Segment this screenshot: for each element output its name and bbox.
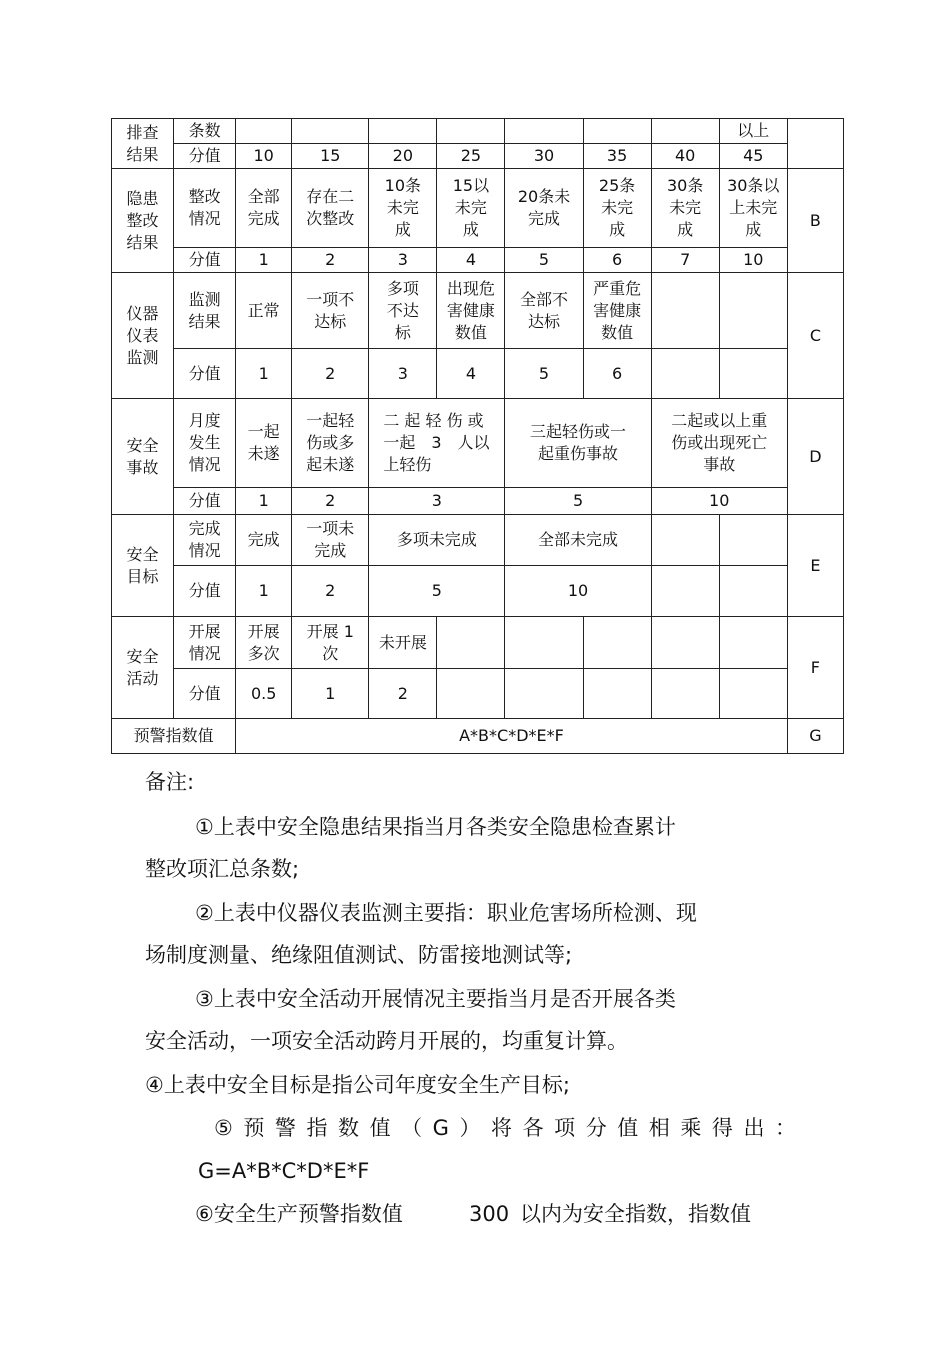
score-cell: 2	[292, 248, 369, 273]
factor-letter: D	[787, 399, 843, 515]
score-cell: 5	[505, 248, 583, 273]
score-cell: 1	[292, 669, 369, 719]
sub-label: 开展 情况	[174, 617, 236, 669]
cell-score-label: 分值	[174, 669, 236, 719]
row-label-rectification: 隐患 整改 结果	[112, 169, 174, 273]
cell-score-label: 分值	[174, 349, 236, 399]
note-3-line-1: ③上表中安全活动开展情况主要指当月是否开展各类	[195, 987, 676, 1011]
row-label-activity: 安全 活动	[112, 617, 174, 719]
factor-letter: E	[787, 515, 843, 617]
remarks-heading: 备注:	[145, 770, 195, 794]
score-cell: 10	[719, 248, 787, 273]
note-2-line-1: ②上表中仪器仪表监测主要指：职业危害场所检测、现	[195, 901, 697, 925]
score-cell: 5	[505, 349, 583, 399]
note-1-line-2: 整改项汇总条数;	[145, 857, 300, 881]
factor-letter: B	[787, 169, 843, 273]
warning-index-formula: A*B*C*D*E*F	[236, 719, 788, 754]
factor-letter: G	[787, 719, 843, 754]
score-cell: 10	[651, 488, 787, 515]
score-cell: 1	[236, 488, 292, 515]
level-cell: 一起 未遂	[236, 399, 292, 488]
row-label-accident: 安全 事故	[112, 399, 174, 515]
cell-count-label: 条数	[174, 119, 236, 144]
score-cell: 2	[292, 488, 369, 515]
score-cell: 5	[369, 566, 505, 617]
note-6-part-2: 以内为安全指数，指数值	[520, 1202, 751, 1226]
score-cell: 30	[505, 144, 583, 169]
factor-letter: F	[787, 617, 843, 719]
score-cell: 1	[236, 349, 292, 399]
warning-index-table	[111, 118, 844, 754]
sub-label: 完成 情况	[174, 515, 236, 566]
level-cell: 一起轻 伤或多 起未遂	[292, 399, 369, 488]
score-cell: 5	[505, 488, 651, 515]
level-cell: 开展 多次	[236, 617, 292, 669]
score-cell: 6	[583, 248, 651, 273]
cell-score-label: 分值	[174, 488, 236, 515]
note-5-line-1: ⑤预警指数值（G）将各项分值相乘得出：	[214, 1116, 796, 1140]
score-cell: 2	[292, 566, 369, 617]
note-6-part-1: ⑥安全生产预警指数值	[195, 1202, 403, 1226]
level-cell: 一项未 完成	[292, 515, 369, 566]
score-cell: 25	[437, 144, 505, 169]
level-cell: 15以 未完 成	[437, 169, 505, 248]
score-cell: 3	[369, 488, 505, 515]
score-cell: 15	[292, 144, 369, 169]
note-6-number: 300	[469, 1202, 510, 1226]
score-cell: 7	[651, 248, 719, 273]
level-cell: 严重危 害健康 数值	[583, 273, 651, 349]
cell-score-label: 分值	[174, 566, 236, 617]
factor-letter: C	[787, 273, 843, 399]
level-cell: 多项未完成	[369, 515, 505, 566]
sub-label: 月度 发生 情况	[174, 399, 236, 488]
score-cell: 1	[236, 248, 292, 273]
level-cell: 全部未完成	[505, 515, 651, 566]
row-label-target: 安全 目标	[112, 515, 174, 617]
score-cell: 4	[437, 349, 505, 399]
level-cell: 二起或以上重 伤或出现死亡 事故	[651, 399, 787, 488]
sub-label: 监测 结果	[174, 273, 236, 349]
score-cell: 1	[236, 566, 292, 617]
cell-score-label: 分值	[174, 144, 236, 169]
level-cell: 存在二 次整改	[292, 169, 369, 248]
score-cell: 0.5	[236, 669, 292, 719]
level-cell: 完成	[236, 515, 292, 566]
score-cell: 20	[369, 144, 437, 169]
level-cell: 全部 完成	[236, 169, 292, 248]
row-label-instrument: 仪器 仪表 监测	[112, 273, 174, 399]
level-cell: 开展 1 次	[292, 617, 369, 669]
level-cell: 多项 不达 标	[369, 273, 437, 349]
warning-index-label: 预警指数值	[112, 719, 236, 754]
level-cell: 一项不 达标	[292, 273, 369, 349]
level-cell: 10条 未完 成	[369, 169, 437, 248]
sub-label: 整改 情况	[174, 169, 236, 248]
score-cell: 6	[583, 349, 651, 399]
note-3-line-2: 安全活动，一项安全活动跨月开展的，均重复计算。	[145, 1029, 628, 1053]
score-cell: 45	[719, 144, 787, 169]
level-cell: 25条 未完 成	[583, 169, 651, 248]
note-5-formula: G=A*B*C*D*E*F	[198, 1159, 370, 1183]
score-cell: 10	[505, 566, 651, 617]
score-cell: 35	[583, 144, 651, 169]
score-cell: 3	[369, 248, 437, 273]
level-cell: 30条以 上未完 成	[719, 169, 787, 248]
score-cell: 3	[369, 349, 437, 399]
level-cell: 20条未 完成	[505, 169, 583, 248]
level-cell: 30条 未完 成	[651, 169, 719, 248]
score-cell: 2	[292, 349, 369, 399]
level-cell: 出现危 害健康 数值	[437, 273, 505, 349]
level-cell: 三起轻伤或一 起重伤事故	[505, 399, 651, 488]
cell-above: 以上	[719, 119, 787, 144]
note-1-line-1: ①上表中安全隐患结果指当月各类安全隐患检查累计	[195, 815, 676, 839]
row-label-inspection: 排查 结果	[112, 119, 174, 169]
score-cell: 40	[651, 144, 719, 169]
level-cell: 二 起 轻 伤 或 一起 3 人以 上轻伤	[369, 399, 505, 488]
level-cell: 未开展	[369, 617, 437, 669]
note-4: ④上表中安全目标是指公司年度安全生产目标;	[145, 1073, 570, 1097]
score-cell: 2	[369, 669, 437, 719]
score-cell: 10	[236, 144, 292, 169]
note-2-line-2: 场制度测量、绝缘阻值测试、防雷接地测试等;	[145, 943, 573, 967]
level-cell: 正常	[236, 273, 292, 349]
cell-score-label: 分值	[174, 248, 236, 273]
score-cell: 4	[437, 248, 505, 273]
level-cell: 全部不 达标	[505, 273, 583, 349]
